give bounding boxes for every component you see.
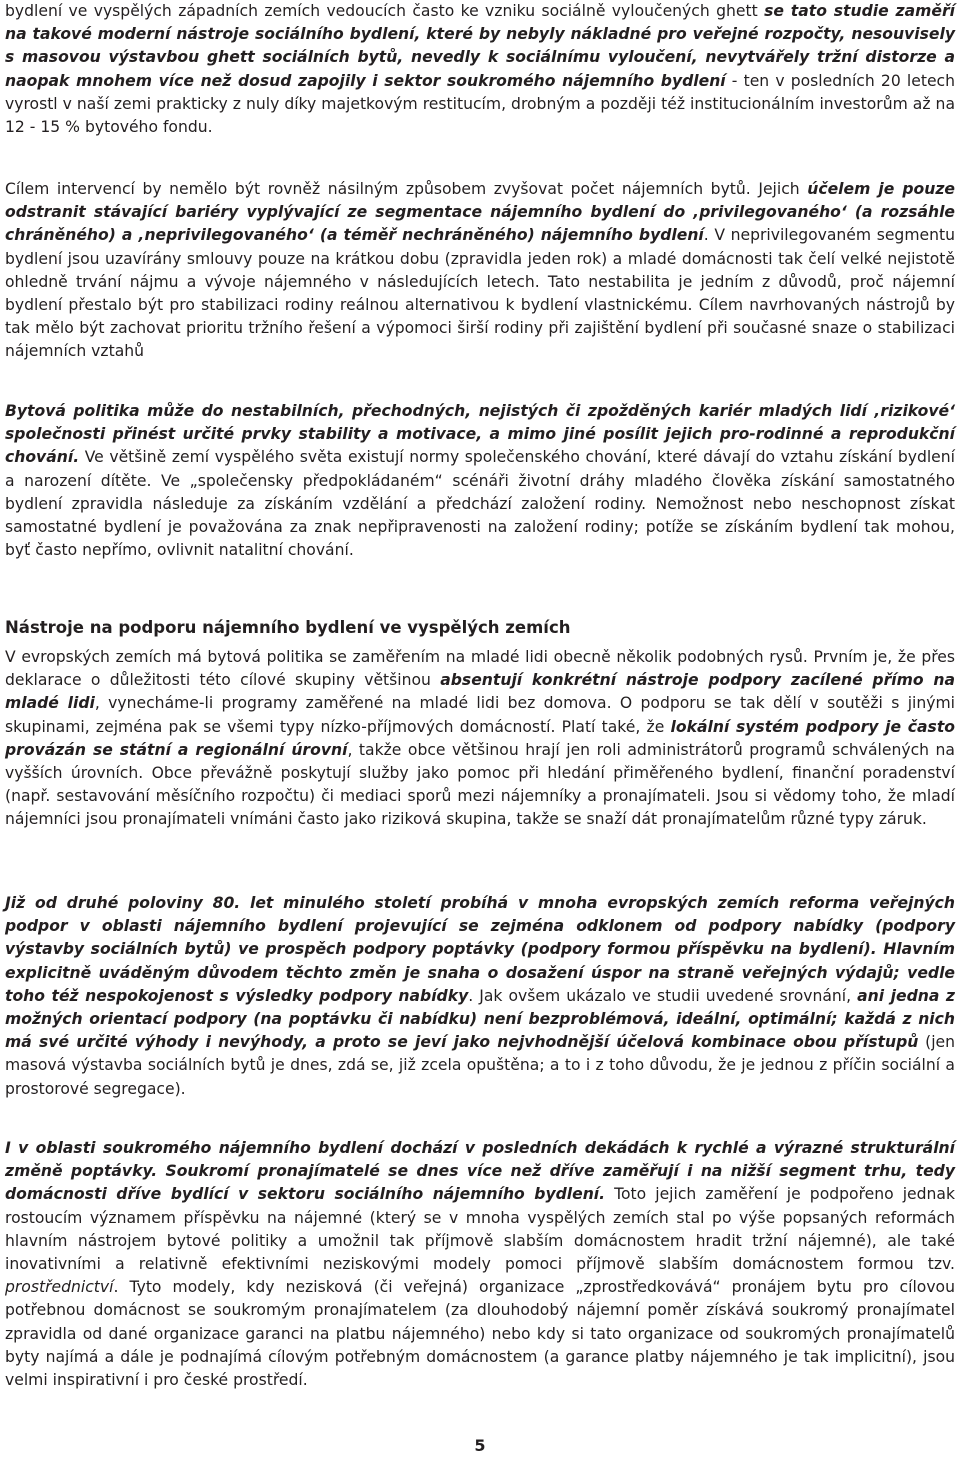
emphasis-run: účelem je pouze odstranit stávající bariéry vyplývající ze segmentace nájemního bydlení do ‚privilegovaného‘ (a rozsáhle chráněného) a ‚neprivilegovaného‘ (a téměř nechráněného) nájemního bydlení: [5, 180, 955, 245]
paragraph-housing-policy: [5, 400, 955, 562]
paragraph-intervention-goals: [5, 178, 955, 364]
paragraph-private-rental: [5, 1137, 955, 1392]
emphasis-run: ani jedna z možných orientací podpory (na poptávku či nabídku) není bezproblémová, ideální, optimální; každá z nich má své určité výhody i nevýhody, a proto se jeví jako nejvhodnější účelová kombinace obou přístupů: [5, 986, 955, 1052]
text-run: Ve většině zemí vyspělého světa existují normy společenského chování, které dávají do vztahu získání bydlení a narození dítěte. Ve „společensky předpokládaném“ scénáři životní dráhy mladého člověka získání samostatného bydlení zpravidla následuje za získáním vzdělání a předchází založení rodiny. Nemožnost nebo neschopnost získat samostatné bydlení je považována za znak nepřipravenosti na založení rodiny; potíže se získáním bydlení tak mohou, byť často nepřímo, ovlivnit natalitní chování.: [5, 448, 955, 560]
paragraph-study-focus: [5, 0, 955, 139]
text-run: bydlení ve vyspělých západních zemích vedoucích často ke vzniku sociálně vyloučených ghett: [5, 2, 765, 20]
text-run: V evropských zemích má bytová politika se zaměřením na mladé lidi obecně několik podobných rysů. Prvním je, že přes deklarace o důležitosti této cílové skupiny většinou: [5, 648, 955, 690]
emphasis-run: se tato studie zaměří na takové moderní nástroje sociálního bydlení, které by nebyly nákladné pro veřejné rozpočty, nesouvisely s masovou výstavbou ghett sociálních bytů, nevedly k sociálnímu vyloučení, nevytvářely tržní distorze a naopak mnohem více než dosud zapojily i sektor soukromého nájemního bydlení: [5, 2, 956, 90]
text-run: (jen masová výstavba sociálních bytů je dnes, zdá se, již zcela opuštěna; a to i z toho důvodu, že je jednou z příčin sociální a prostorové segregace).: [5, 1033, 956, 1098]
emphasis-run: Již od druhé poloviny 80. let minulého století probíhá v mnoha evropských zemích reforma veřejných podpor v oblasti nájemního bydlení projevující se zejména odklonem od podpory nabídky (podpory výstavby sociálních bytů) ve prospěch podpory poptávky (podpory formou příspěvku na bydlení). Hlavním explicitně uváděným důvodem těchto změn je snaha o dosažení úspor na straně veřejných výdajů; vedle toho též nespokojenost s výsledky podpory nabídky: [5, 894, 955, 1005]
emphasis-run: I v oblasti soukromého nájemního bydlení dochází v posledních dekádách k rychlé a výrazné strukturální změně poptávky. Soukromí pronajímatelé se dnes více než dříve zaměřují i na nižší segment trhu, tedy domácnosti dříve bydlící v sektoru sociálního nájemního bydlení.: [5, 1139, 955, 1204]
emphasis-run: Bytová politika může do nestabilních, přechodných, nejistých či zpožděných kariér mladých lidí ‚rizikové‘ společnosti přinést určité prvky stability a motivace, a mimo jiné posílit jejich pro-rodinné a reprodukční chování.: [5, 402, 955, 467]
page-number: 5: [474, 1436, 486, 1455]
paragraph-reform-80s: [5, 892, 955, 1101]
text-run: Toto jejich zaměření je podpořeno jednak rostoucím významem příspěvku na nájemné (který se v mnoha vyspělých zemích stal po výše popsaných reformách hlavním nástrojem bytové politiky a umožnil tak příjmově slabším domácnostem hradit tržní nájemné), ale také inovativními a relativně efektivními neziskovými modely pomoci příjmově slabším domácnostem formou tzv.: [5, 1185, 955, 1274]
italic-term: prostřednictví: [5, 1278, 114, 1297]
section-heading: Nástroje na podporu nájemního bydlení ve vyspělých zemích: [5, 617, 571, 637]
text-run: - ten v posledních 20 letech vyrostl v naší zemi prakticky z nuly díky majetkovým restitucím, drobným a později též institucionálním investorům až na 12 - 15 % bytového fondu.: [5, 71, 956, 137]
paragraph-european-countries: [5, 646, 955, 832]
text-run: . Tyto modely, kdy nezisková (či veřejná) organizace „zprostředkovává“ pronájem bytu pro cílovou potřebnou domácnost se soukromým pronajímatelem (za dlouhodobý nájemní poměr získává soukromý pronajímatel zpravidla od dané organizace garanci na platbu nájemného) nebo kdy si tato organizace od soukromých pronajímatelů byty najímá a dále je podnajímá cílovým potřebným domácnostem (a garance platby nájemného je tak implicitní), jsou velmi inspirativní i pro české prostředí.: [5, 1278, 955, 1390]
text-run: , takže obce většinou hrají jen roli administrátorů programů schválených na vyšších úrovních. Obce převážně poskytují služby jako pomoc při hledání přiměřeného bydlení, finanční poradenství (např. sestavování měsíčního rozpočtu) či mediaci sporů mezi nájemníky a pronajímateli. Jsou si vědomy toho, že mladí nájemníci jsou pronajímateli vnímáni často jako riziková skupina, takže se snaží dát pronajímatelům různé typy záruk.: [5, 740, 955, 829]
text-run: , vynecháme-li programy zaměřené na mladé lidi bez domova. O podporu se tak dělí v soutěži s jinými skupinami, zejména pak se všemi typy nízko-příjmových domácností. Platí také, že: [5, 694, 955, 736]
emphasis-run: lokální systém podpory je často provázán se státní a regionální úrovní: [5, 717, 955, 759]
text-run: Cílem intervencí by nemělo být rovněž násilným způsobem zvyšovat počet nájemních bytů. Jejich: [5, 180, 808, 198]
emphasis-run: absentují konkrétní nástroje podpory zacílené přímo na mladé lidi: [5, 671, 955, 713]
text-run: . Jak ovšem ukázalo ve studii uvedené srovnání,: [468, 986, 858, 1005]
text-run: . V neprivilegovaném segmentu bydlení jsou uzavírány smlouvy pouze na krátkou dobu (zpravidla jeden rok) a mladé domácnosti tak čelí velké nejistotě ohledně trvání nájmu a vývoje nájemného v následujících letech. Tato nestabilita je jedním z důvodů, proč nájemní bydlení přestalo být pro stabilizaci rodiny reálnou alternativou k bydlení vlastnickému. Cílem navrhovaných nástrojů by tak mělo být zachovat prioritu tržního řešení a výpomoci širší rodiny při zajištění bydlení při současné snaze o stabilizaci nájemních vztahů: [5, 226, 955, 361]
